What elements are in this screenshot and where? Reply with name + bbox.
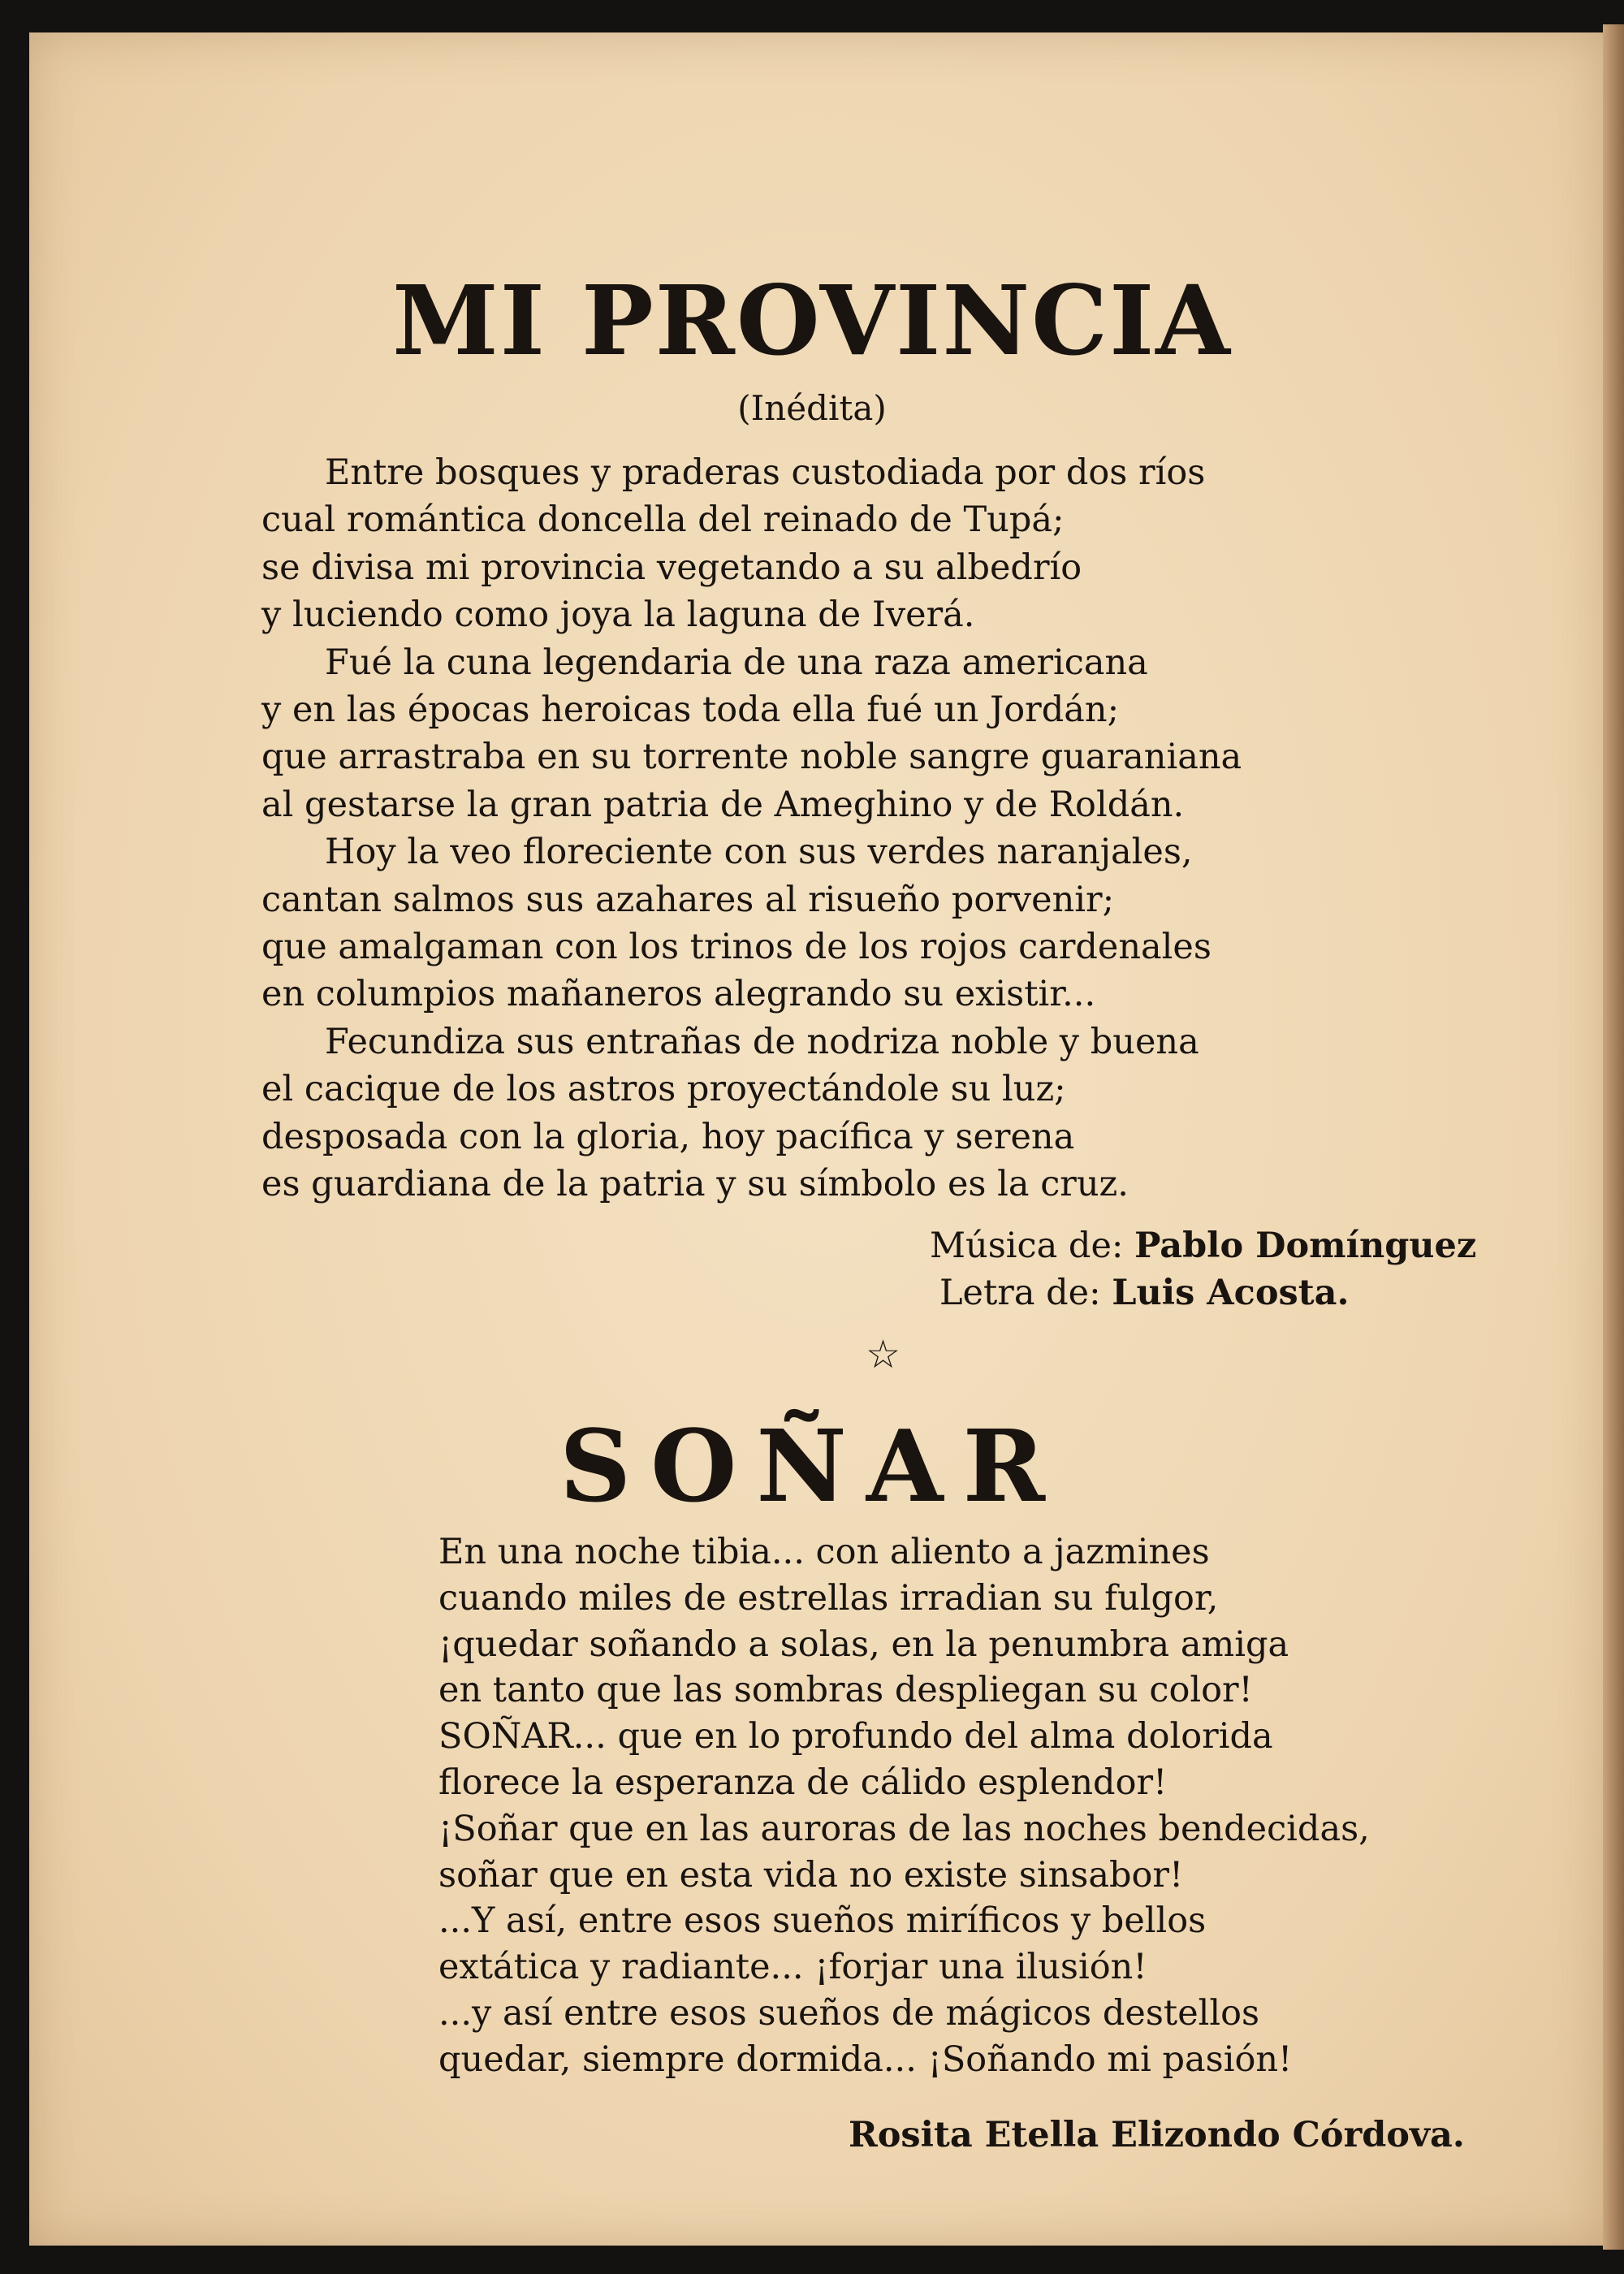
verse-line: que amalgaman con los trinos de los rojos cardenales [261, 927, 1212, 968]
music-name: Pablo Domínguez [1134, 1226, 1477, 1266]
verse-line: En una noche tibia... con aliento a jazmines [438, 1532, 1210, 1572]
verse-line: ...y así entre esos sueños de mágicos destellos [438, 1992, 1260, 2034]
poem-body-mi-provincia [261, 449, 1325, 1208]
verse-line: en columpios mañaneros alegrando su existir... [261, 974, 1096, 1015]
lyrics-label: Letra de: [939, 1273, 1101, 1313]
verse-line: ...Y así, entre esos sueños miríficos y bellos [438, 1900, 1207, 1942]
verse-line: y en las épocas heroicas toda ella fué un Jordán; [261, 690, 1120, 731]
verse-line: se divisa mi provincia vegetando a su albedrío [261, 547, 1082, 588]
verse-line: que arrastraba en su torrente noble sangre guaraniana [261, 737, 1242, 778]
lyrics-name: Luis Acosta. [1112, 1273, 1350, 1313]
verse-line: el cacique de los astros proyectándole su luz; [261, 1069, 1066, 1110]
poem-subtitle: (Inédita) [737, 388, 887, 428]
verse-line: florece la esperanza de cálido esplendor! [438, 1762, 1168, 1803]
poem-title-mi-provincia: MI PROVINCIA [392, 264, 1232, 377]
verse-line: Entre bosques y praderas custodiada por dos ríos [325, 452, 1206, 493]
verse-line: cuando miles de estrellas irradian su fulgor, [438, 1577, 1219, 1619]
poem-body-sonar [438, 1529, 1389, 2083]
star-icon: ☆ [866, 1332, 901, 1377]
verse-line: soñar que en esta vida no existe sinsabor! [438, 1854, 1184, 1896]
music-label: Música de: [930, 1226, 1124, 1266]
verse-line: cantan salmos sus azahares al risueño porvenir; [261, 879, 1115, 920]
verse-line: ¡Soñar que en las auroras de las noches bendecidas, [438, 1808, 1370, 1849]
poem-title-sonar: SOÑAR [559, 1407, 1065, 1524]
verse-line: extática y radiante... ¡forjar una ilusión! [438, 1947, 1147, 1988]
verse-line: ¡quedar soñando a solas, en la penumbra amiga [438, 1623, 1289, 1665]
lyrics-credit [930, 1269, 1466, 1316]
verse-line: Fué la cuna legendaria de una raza americana [325, 642, 1148, 683]
verse-line: al gestarse la gran patria de Ameghino y de Roldán. [261, 784, 1185, 825]
verse-line: quedar, siempre dormida... ¡Soñando mi pasión! [438, 2038, 1293, 2080]
verse-line: es guardiana de la patria y su símbolo es la cruz. [261, 1164, 1129, 1205]
verse-line: SOÑAR... que en lo profundo del alma dolorida [438, 1716, 1273, 1757]
verse-line: Hoy la veo floreciente con sus verdes naranjales, [325, 832, 1193, 873]
verse-line: en tanto que las sombras despliegan su color! [438, 1670, 1253, 1711]
verse-line: Fecundiza sus entrañas de nodriza noble y buena [325, 1021, 1199, 1062]
poem-credits [930, 1222, 1477, 1316]
music-credit [930, 1222, 1477, 1269]
verse-line: desposada con la gloria, hoy pacífica y serena [261, 1116, 1075, 1157]
verse-line: cual romántica doncella del reinado de Tupá; [261, 499, 1065, 541]
verse-line: y luciendo como joya la laguna de Iverá. [261, 594, 975, 636]
poem-author: Rosita Etella Elizondo Córdova. [849, 2115, 1465, 2155]
